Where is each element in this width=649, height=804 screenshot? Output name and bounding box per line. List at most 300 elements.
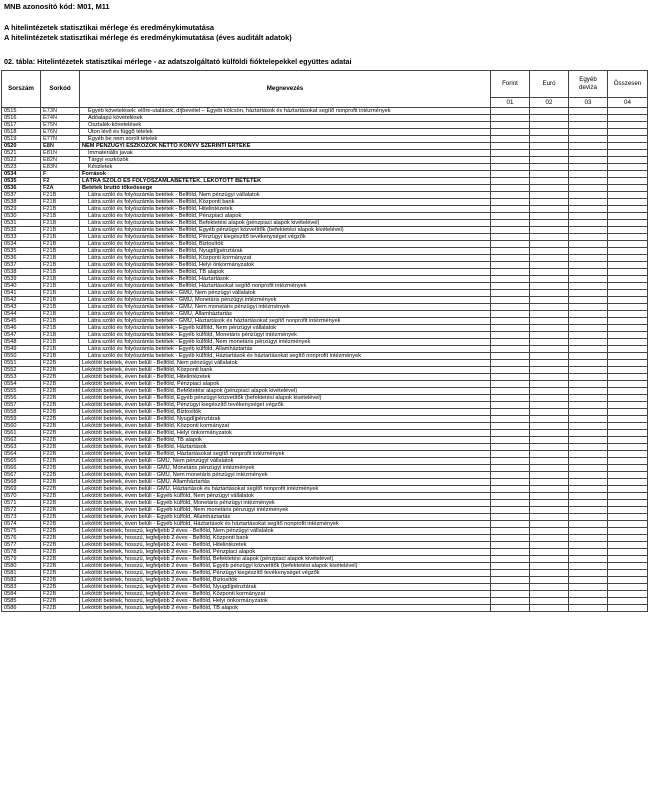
value-cell[interactable] — [608, 521, 648, 528]
value-cell[interactable] — [569, 465, 608, 472]
value-cell[interactable] — [491, 115, 530, 122]
value-cell[interactable] — [491, 248, 530, 255]
value-cell[interactable] — [569, 150, 608, 157]
value-cell[interactable] — [569, 577, 608, 584]
value-cell[interactable] — [569, 213, 608, 220]
value-cell[interactable] — [608, 241, 648, 248]
value-cell[interactable] — [491, 500, 530, 507]
value-cell[interactable] — [491, 143, 530, 150]
value-cell[interactable] — [530, 178, 569, 185]
value-cell[interactable] — [491, 514, 530, 521]
value-cell[interactable] — [608, 150, 648, 157]
value-cell[interactable] — [530, 290, 569, 297]
value-cell[interactable] — [491, 178, 530, 185]
value-cell[interactable] — [569, 549, 608, 556]
value-cell[interactable] — [608, 108, 648, 115]
value-cell[interactable] — [530, 598, 569, 605]
value-cell[interactable] — [491, 584, 530, 591]
value-cell[interactable] — [530, 227, 569, 234]
value-cell[interactable] — [530, 430, 569, 437]
value-cell[interactable] — [608, 318, 648, 325]
value-cell[interactable] — [569, 367, 608, 374]
value-cell[interactable] — [608, 276, 648, 283]
value-cell[interactable] — [491, 374, 530, 381]
value-cell[interactable] — [491, 493, 530, 500]
value-cell[interactable] — [491, 570, 530, 577]
value-cell[interactable] — [569, 290, 608, 297]
value-cell[interactable] — [569, 332, 608, 339]
value-cell[interactable] — [608, 605, 648, 612]
value-cell[interactable] — [491, 213, 530, 220]
value-cell[interactable] — [569, 500, 608, 507]
value-cell[interactable] — [608, 444, 648, 451]
value-cell[interactable] — [530, 437, 569, 444]
row-code: F22B — [41, 395, 80, 402]
value-cell[interactable] — [530, 367, 569, 374]
value-cell[interactable] — [491, 192, 530, 199]
value-cell[interactable] — [569, 514, 608, 521]
value-cell[interactable] — [569, 521, 608, 528]
value-cell[interactable] — [569, 437, 608, 444]
value-cell[interactable] — [530, 339, 569, 346]
value-cell[interactable] — [530, 157, 569, 164]
value-cell[interactable] — [608, 269, 648, 276]
value-cell[interactable] — [530, 206, 569, 213]
value-cell[interactable] — [491, 297, 530, 304]
value-cell[interactable] — [491, 486, 530, 493]
value-cell[interactable] — [569, 584, 608, 591]
value-cell[interactable] — [608, 381, 648, 388]
value-cell[interactable] — [569, 507, 608, 514]
value-cell[interactable] — [491, 598, 530, 605]
value-cell[interactable] — [569, 542, 608, 549]
value-cell[interactable] — [491, 234, 530, 241]
value-cell[interactable] — [530, 269, 569, 276]
value-cell[interactable] — [530, 493, 569, 500]
value-cell[interactable] — [608, 542, 648, 549]
value-cell[interactable] — [491, 164, 530, 171]
value-cell[interactable] — [569, 220, 608, 227]
value-cell[interactable] — [608, 535, 648, 542]
value-cell[interactable] — [608, 591, 648, 598]
value-cell[interactable] — [530, 129, 569, 136]
value-cell[interactable] — [569, 409, 608, 416]
row-description: Lekötött betétek, éven belüli - Belföld, Egyéb pénzügyi közvetítők (befektetési alapok kivételével) — [80, 395, 491, 402]
value-cell[interactable] — [569, 444, 608, 451]
value-cell[interactable] — [491, 591, 530, 598]
value-cell[interactable] — [608, 528, 648, 535]
value-cell[interactable] — [608, 570, 648, 577]
value-cell[interactable] — [608, 353, 648, 360]
value-cell[interactable] — [569, 339, 608, 346]
value-cell[interactable] — [608, 416, 648, 423]
value-cell[interactable] — [569, 199, 608, 206]
value-cell[interactable] — [530, 304, 569, 311]
value-cell[interactable] — [608, 430, 648, 437]
value-cell[interactable] — [530, 311, 569, 318]
value-cell[interactable] — [608, 493, 648, 500]
value-cell[interactable] — [491, 269, 530, 276]
value-cell[interactable] — [569, 570, 608, 577]
value-cell[interactable] — [530, 584, 569, 591]
value-cell[interactable] — [491, 430, 530, 437]
value-cell[interactable] — [530, 591, 569, 598]
value-cell[interactable] — [530, 521, 569, 528]
value-cell[interactable] — [491, 318, 530, 325]
value-cell[interactable] — [608, 297, 648, 304]
value-cell[interactable] — [530, 297, 569, 304]
value-cell[interactable] — [491, 451, 530, 458]
value-cell[interactable] — [530, 514, 569, 521]
value-cell[interactable] — [569, 192, 608, 199]
value-cell[interactable] — [569, 157, 608, 164]
value-cell[interactable] — [569, 360, 608, 367]
value-cell[interactable] — [530, 136, 569, 143]
value-cell[interactable] — [608, 248, 648, 255]
value-cell[interactable] — [530, 241, 569, 248]
row-number: 0544 — [2, 311, 41, 318]
value-cell[interactable] — [569, 416, 608, 423]
value-cell[interactable] — [530, 395, 569, 402]
row-code: F22B — [41, 591, 80, 598]
value-cell[interactable] — [491, 311, 530, 318]
value-cell[interactable] — [608, 227, 648, 234]
value-cell[interactable] — [530, 479, 569, 486]
row-code: F21B — [41, 311, 80, 318]
value-cell[interactable] — [608, 136, 648, 143]
value-cell[interactable] — [530, 388, 569, 395]
value-cell[interactable] — [491, 241, 530, 248]
value-cell[interactable] — [569, 493, 608, 500]
value-cell[interactable] — [608, 171, 648, 178]
value-cell[interactable] — [491, 220, 530, 227]
value-cell[interactable] — [530, 171, 569, 178]
value-cell[interactable] — [491, 521, 530, 528]
value-cell[interactable] — [608, 290, 648, 297]
value-cell[interactable] — [608, 465, 648, 472]
value-cell[interactable] — [491, 458, 530, 465]
value-cell[interactable] — [569, 458, 608, 465]
value-cell[interactable] — [491, 381, 530, 388]
row-description: Látra szóló és folyószámla betétek - GMU, Államháztartás — [80, 311, 491, 318]
value-cell[interactable] — [491, 304, 530, 311]
value-cell[interactable] — [608, 451, 648, 458]
value-cell[interactable] — [491, 276, 530, 283]
value-cell[interactable] — [530, 486, 569, 493]
value-cell[interactable] — [569, 486, 608, 493]
value-cell[interactable] — [491, 395, 530, 402]
value-cell[interactable] — [569, 325, 608, 332]
value-cell[interactable] — [530, 325, 569, 332]
value-cell[interactable] — [608, 262, 648, 269]
value-cell[interactable] — [608, 423, 648, 430]
value-cell[interactable] — [608, 213, 648, 220]
value-cell[interactable] — [569, 248, 608, 255]
value-cell[interactable] — [491, 556, 530, 563]
value-cell[interactable] — [530, 444, 569, 451]
value-cell[interactable] — [530, 472, 569, 479]
value-cell[interactable] — [569, 395, 608, 402]
value-cell[interactable] — [491, 262, 530, 269]
value-cell[interactable] — [569, 451, 608, 458]
value-cell[interactable] — [608, 556, 648, 563]
value-cell[interactable] — [530, 143, 569, 150]
value-cell[interactable] — [530, 346, 569, 353]
value-cell[interactable] — [608, 486, 648, 493]
value-cell[interactable] — [569, 122, 608, 129]
value-cell[interactable] — [530, 318, 569, 325]
value-cell[interactable] — [491, 185, 530, 192]
value-cell[interactable] — [608, 367, 648, 374]
value-cell[interactable] — [608, 122, 648, 129]
value-cell[interactable] — [608, 598, 648, 605]
value-cell[interactable] — [491, 563, 530, 570]
value-cell[interactable] — [530, 458, 569, 465]
value-cell[interactable] — [569, 269, 608, 276]
value-cell[interactable] — [491, 437, 530, 444]
value-cell[interactable] — [491, 444, 530, 451]
value-cell[interactable] — [569, 346, 608, 353]
value-cell[interactable] — [569, 227, 608, 234]
value-cell[interactable] — [608, 402, 648, 409]
value-cell[interactable] — [569, 129, 608, 136]
value-cell[interactable] — [491, 108, 530, 115]
value-cell[interactable] — [569, 311, 608, 318]
value-cell[interactable] — [491, 150, 530, 157]
value-cell[interactable] — [491, 136, 530, 143]
value-cell[interactable] — [491, 325, 530, 332]
value-cell[interactable] — [491, 465, 530, 472]
value-cell[interactable] — [491, 199, 530, 206]
value-cell[interactable] — [608, 220, 648, 227]
value-cell[interactable] — [530, 563, 569, 570]
value-cell[interactable] — [608, 549, 648, 556]
value-cell[interactable] — [530, 465, 569, 472]
value-cell[interactable] — [530, 409, 569, 416]
value-cell[interactable] — [608, 507, 648, 514]
value-cell[interactable] — [491, 472, 530, 479]
value-cell[interactable] — [491, 388, 530, 395]
value-cell[interactable] — [491, 549, 530, 556]
value-cell[interactable] — [491, 171, 530, 178]
value-cell[interactable] — [530, 150, 569, 157]
value-cell[interactable] — [608, 115, 648, 122]
value-cell[interactable] — [569, 318, 608, 325]
value-cell[interactable] — [491, 339, 530, 346]
value-cell[interactable] — [569, 402, 608, 409]
value-cell[interactable] — [608, 577, 648, 584]
value-cell[interactable] — [491, 507, 530, 514]
value-cell[interactable] — [608, 143, 648, 150]
value-cell[interactable] — [608, 234, 648, 241]
value-cell[interactable] — [569, 171, 608, 178]
value-cell[interactable] — [569, 185, 608, 192]
value-cell[interactable] — [530, 556, 569, 563]
value-cell[interactable] — [530, 570, 569, 577]
value-cell[interactable] — [569, 535, 608, 542]
value-cell[interactable] — [491, 367, 530, 374]
value-cell[interactable] — [491, 577, 530, 584]
value-cell[interactable] — [608, 374, 648, 381]
value-cell[interactable] — [608, 458, 648, 465]
value-cell[interactable] — [491, 346, 530, 353]
value-cell[interactable] — [491, 227, 530, 234]
row-code: F21B — [41, 290, 80, 297]
value-cell[interactable] — [569, 591, 608, 598]
value-cell[interactable] — [569, 276, 608, 283]
value-cell[interactable] — [491, 402, 530, 409]
value-cell[interactable] — [608, 339, 648, 346]
value-cell[interactable] — [569, 556, 608, 563]
value-cell[interactable] — [530, 549, 569, 556]
value-cell[interactable] — [569, 234, 608, 241]
value-cell[interactable] — [608, 325, 648, 332]
value-cell[interactable] — [491, 542, 530, 549]
value-cell[interactable] — [608, 129, 648, 136]
value-cell[interactable] — [608, 479, 648, 486]
value-cell[interactable] — [491, 290, 530, 297]
value-cell[interactable] — [608, 164, 648, 171]
value-cell[interactable] — [608, 437, 648, 444]
value-cell[interactable] — [530, 199, 569, 206]
value-cell[interactable] — [569, 388, 608, 395]
value-cell[interactable] — [530, 255, 569, 262]
value-cell[interactable] — [491, 423, 530, 430]
value-cell[interactable] — [569, 423, 608, 430]
value-cell[interactable] — [530, 262, 569, 269]
value-cell[interactable] — [569, 206, 608, 213]
value-cell[interactable] — [569, 598, 608, 605]
value-cell[interactable] — [608, 185, 648, 192]
value-cell[interactable] — [569, 353, 608, 360]
value-cell[interactable] — [530, 353, 569, 360]
value-cell[interactable] — [608, 332, 648, 339]
value-cell[interactable] — [530, 577, 569, 584]
value-cell[interactable] — [569, 479, 608, 486]
value-cell[interactable] — [608, 388, 648, 395]
value-cell[interactable] — [569, 381, 608, 388]
value-cell[interactable] — [530, 605, 569, 612]
value-cell[interactable] — [530, 528, 569, 535]
value-cell[interactable] — [569, 143, 608, 150]
value-cell[interactable] — [491, 409, 530, 416]
value-cell[interactable] — [530, 192, 569, 199]
value-cell[interactable] — [608, 500, 648, 507]
value-cell[interactable] — [569, 262, 608, 269]
value-cell[interactable] — [608, 283, 648, 290]
value-cell[interactable] — [530, 416, 569, 423]
value-cell[interactable] — [569, 472, 608, 479]
value-cell[interactable] — [608, 199, 648, 206]
value-cell[interactable] — [491, 479, 530, 486]
value-cell[interactable] — [530, 220, 569, 227]
value-cell[interactable] — [569, 178, 608, 185]
value-cell[interactable] — [569, 136, 608, 143]
value-cell[interactable] — [608, 360, 648, 367]
value-cell[interactable] — [491, 255, 530, 262]
value-cell[interactable] — [569, 304, 608, 311]
value-cell[interactable] — [530, 234, 569, 241]
value-cell[interactable] — [569, 115, 608, 122]
value-cell[interactable] — [530, 164, 569, 171]
value-cell[interactable] — [530, 507, 569, 514]
value-cell[interactable] — [608, 178, 648, 185]
table-row — [2, 388, 648, 395]
value-cell[interactable] — [569, 605, 608, 612]
value-cell[interactable] — [491, 605, 530, 612]
value-cell[interactable] — [530, 248, 569, 255]
value-cell[interactable] — [569, 108, 608, 115]
report-subtitle: A hitelintézetek statisztikai mérlege és eredménykimutatása (éves auditált adatok) — [4, 33, 292, 42]
value-cell[interactable] — [530, 108, 569, 115]
value-cell[interactable] — [491, 535, 530, 542]
value-cell[interactable] — [569, 241, 608, 248]
value-cell[interactable] — [491, 283, 530, 290]
value-cell[interactable] — [608, 346, 648, 353]
value-cell[interactable] — [530, 213, 569, 220]
value-cell[interactable] — [608, 206, 648, 213]
value-cell[interactable] — [608, 409, 648, 416]
value-cell[interactable] — [491, 122, 530, 129]
value-cell[interactable] — [530, 360, 569, 367]
value-cell[interactable] — [569, 430, 608, 437]
value-cell[interactable] — [569, 164, 608, 171]
table-row — [2, 535, 648, 542]
value-cell[interactable] — [530, 500, 569, 507]
value-cell[interactable] — [491, 416, 530, 423]
value-cell[interactable] — [491, 129, 530, 136]
value-cell[interactable] — [491, 528, 530, 535]
value-cell[interactable] — [608, 395, 648, 402]
value-cell[interactable] — [608, 584, 648, 591]
value-cell[interactable] — [608, 311, 648, 318]
value-cell[interactable] — [491, 360, 530, 367]
value-cell[interactable] — [569, 563, 608, 570]
value-cell[interactable] — [530, 332, 569, 339]
value-cell[interactable] — [530, 381, 569, 388]
value-cell[interactable] — [608, 563, 648, 570]
value-cell[interactable] — [530, 374, 569, 381]
value-cell[interactable] — [530, 402, 569, 409]
value-cell[interactable] — [608, 192, 648, 199]
value-cell[interactable] — [491, 157, 530, 164]
value-cell[interactable] — [530, 542, 569, 549]
value-cell[interactable] — [530, 185, 569, 192]
row-description: Lekötött betétek, éven belüli - GMU, Nem monetáris pénzügyi intézmények — [80, 472, 491, 479]
value-cell[interactable] — [491, 353, 530, 360]
value-cell[interactable] — [569, 374, 608, 381]
value-cell[interactable] — [491, 332, 530, 339]
value-cell[interactable] — [530, 283, 569, 290]
value-cell[interactable] — [530, 122, 569, 129]
value-cell[interactable] — [569, 283, 608, 290]
value-cell[interactable] — [530, 423, 569, 430]
value-cell[interactable] — [491, 206, 530, 213]
value-cell[interactable] — [530, 115, 569, 122]
value-cell[interactable] — [569, 297, 608, 304]
value-cell[interactable] — [530, 451, 569, 458]
value-cell[interactable] — [608, 514, 648, 521]
value-cell[interactable] — [608, 255, 648, 262]
value-cell[interactable] — [608, 157, 648, 164]
value-cell[interactable] — [608, 472, 648, 479]
value-cell[interactable] — [569, 255, 608, 262]
value-cell[interactable] — [608, 304, 648, 311]
value-cell[interactable] — [530, 535, 569, 542]
value-cell[interactable] — [530, 276, 569, 283]
row-code: F22B — [41, 360, 80, 367]
value-cell[interactable] — [569, 528, 608, 535]
